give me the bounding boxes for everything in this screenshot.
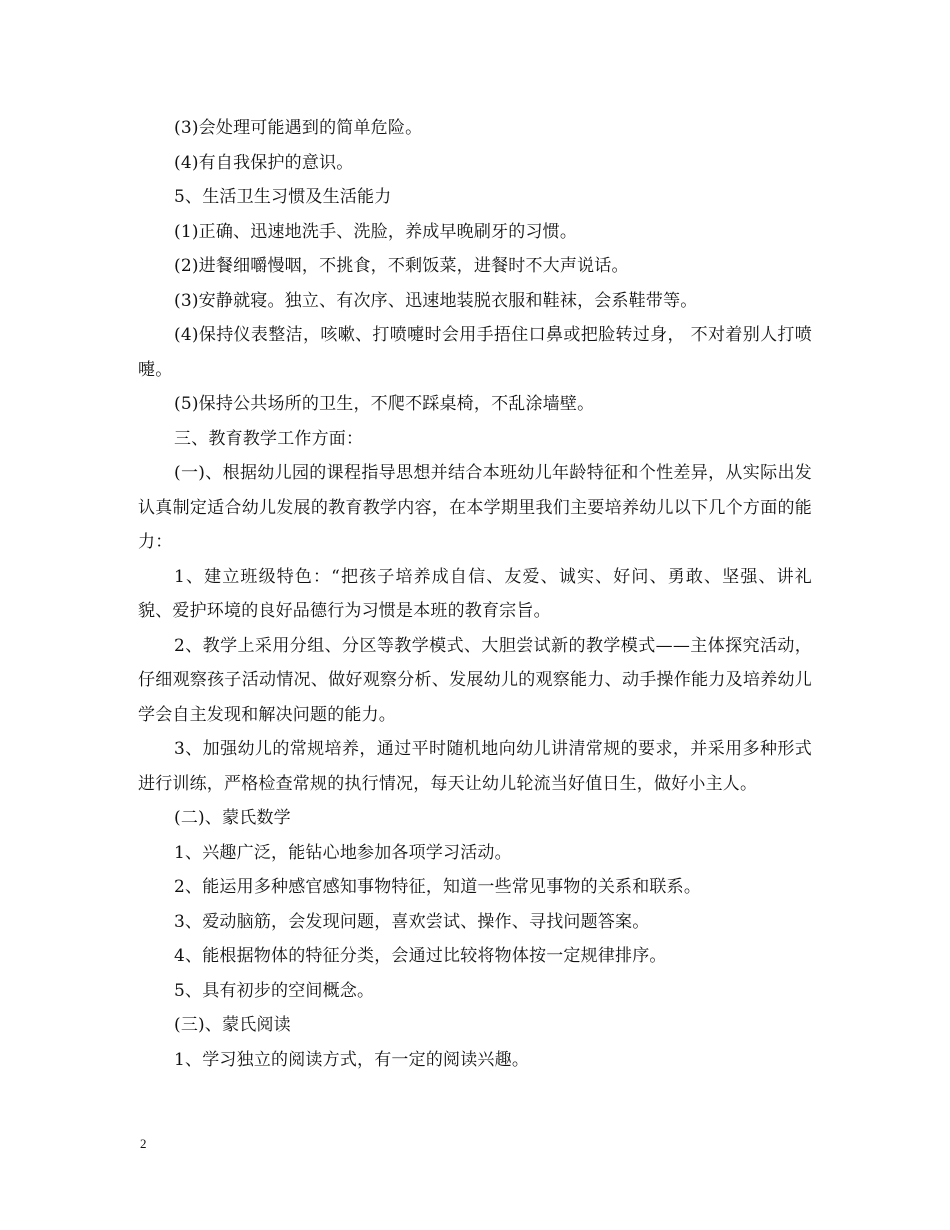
paragraph-hygiene-2: (2)进餐细嚼慢咽，不挑食，不剩饭菜，进餐时不大声说话。	[174, 256, 629, 276]
section-heading-hygiene: 5、生活卫生习惯及生活能力	[174, 187, 392, 207]
paragraph-class-feature: 1、建立班级特色：“把孩子培养成自信、友爱、诚实、好问、勇敢、坚强、讲礼貌、爱护环境的良好品德行为习惯是本班的教育宗旨。	[138, 566, 812, 621]
paragraph-math-4: 4、能根据物体的特征分类，会通过比较将物体按一定规律排序。	[174, 946, 667, 966]
paragraph-teaching-mode: 2、教学上采用分组、分区等教学模式、大胆尝试新的教学模式——主体探究活动，仔细观察孩子活动情况、做好观察分析、发展幼儿的观察能力、动手操作能力及培养幼儿学会自主发现和解决问题的能力。	[138, 635, 812, 725]
paragraph-hygiene-5: (5)保持公共场所的卫生，不爬不踩桌椅，不乱涂墙壁。	[174, 394, 595, 414]
paragraph-hygiene-1: (1)正确、迅速地洗手、洗脸，养成早晚刷牙的习惯。	[174, 221, 578, 242]
paragraph-math-3: 3、爱动脑筋，会发现问题，喜欢尝试、操作、寻找问题答案。	[174, 911, 650, 932]
paragraph-math-5: 5、具有初步的空间概念。	[174, 980, 375, 1001]
paragraph-reading-1: 1、学习独立的阅读方式，有一定的阅读兴趣。	[174, 1049, 530, 1070]
section-heading-teaching: 三、教育教学工作方面：	[174, 428, 364, 449]
section-heading-reading: (三)、蒙氏阅读	[174, 1015, 291, 1035]
section-heading-math: (二)、蒙氏数学	[174, 808, 291, 828]
paragraph-hygiene-3: (3)安静就寝。独立、有次序、迅速地装脱衣服和鞋袜，会系鞋带等。	[174, 290, 698, 311]
paragraph-math-2: 2、能运用多种感官感知事物特征，知道一些常见事物的关系和联系。	[174, 877, 702, 897]
page-number: 2	[140, 1136, 147, 1151]
paragraph-math-1: 1、兴趣广泛，能钻心地参加各项学习活动。	[174, 842, 512, 863]
paragraph-safety-4: (4)有自我保护的意识。	[174, 152, 354, 173]
document-body	[138, 111, 812, 1077]
paragraph-routine-training: 3、加强幼儿的常规培养，通过平时随机地向幼儿讲清常规的要求，并采用多种形式进行训练，严格检查常规的执行情况，每天让幼儿轮流当好值日生，做好小主人。	[138, 739, 812, 794]
paragraph-safety-3: (3)会处理可能遇到的简单危险。	[174, 118, 423, 138]
paragraph-hygiene-4: (4)保持仪表整洁，咳嗽、打喷嚏时会用手捂住口鼻或把脸转过身， 不对着别人打喷嚏。	[138, 325, 812, 380]
paragraph-curriculum-intro: (一)、根据幼儿园的课程指导思想并结合本班幼儿年龄特征和个性差异，从实际出发认真制定适合幼儿发展的教育教学内容，在本学期里我们主要培养幼儿以下几个方面的能力：	[138, 463, 812, 552]
